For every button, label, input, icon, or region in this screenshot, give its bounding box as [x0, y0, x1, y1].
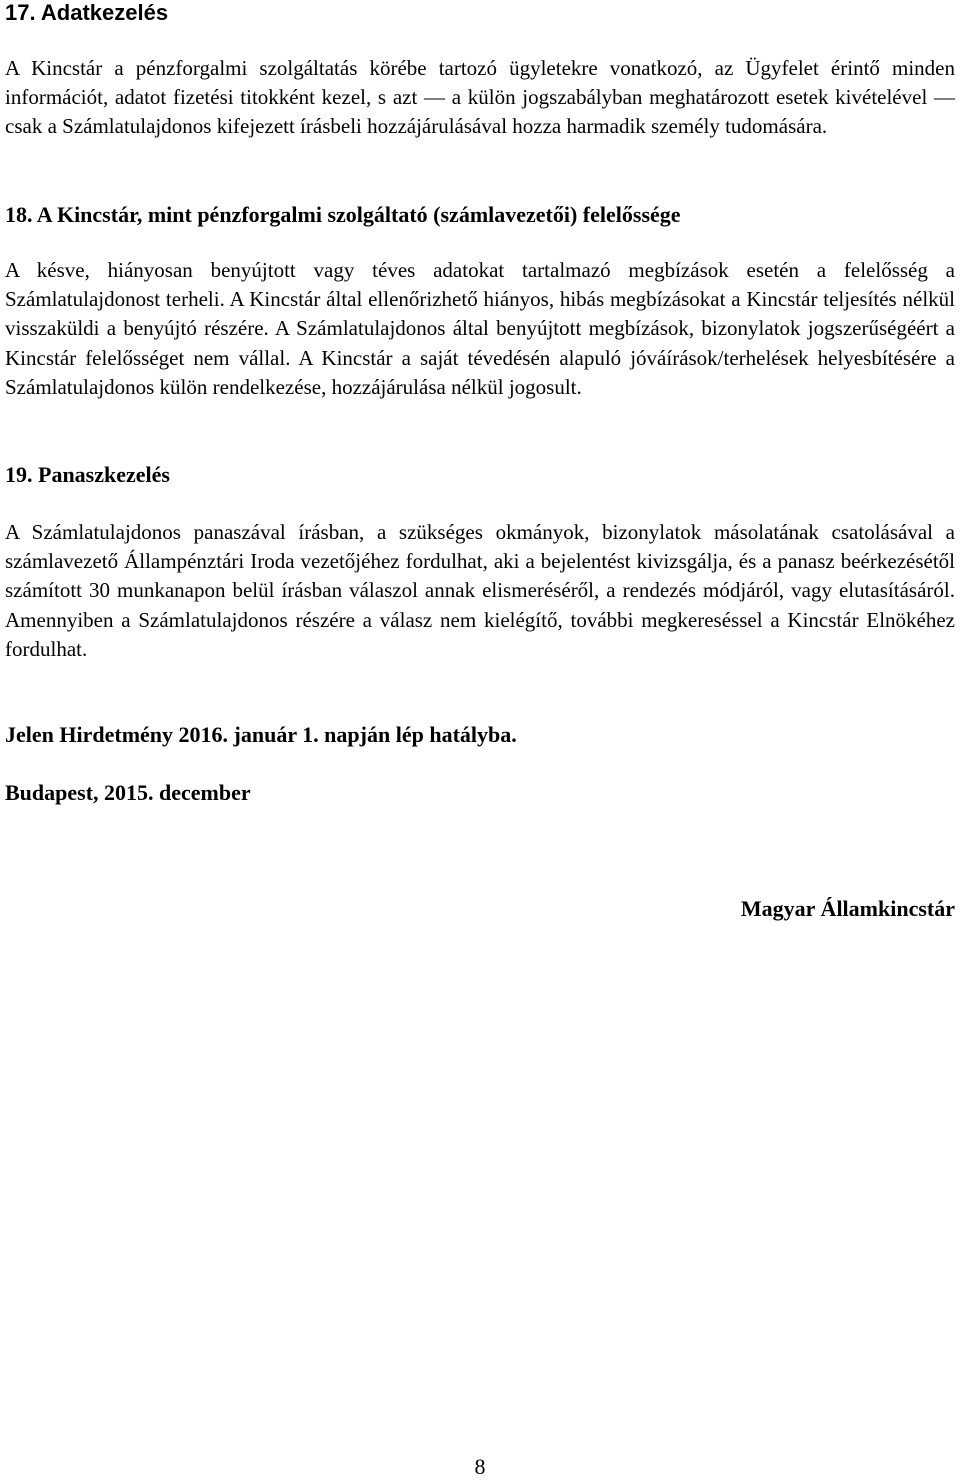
section-18-heading: 18. A Kincstár, mint pénzforgalmi szolgáltató (számlavezetői) felelőssége — [5, 202, 681, 227]
signatory-name: Magyar Államkincstár — [740, 896, 955, 921]
section-17-body: A Kincstár a pénzforgalmi szolgáltatás körébe tartozó ügyletekre vonatkozó, az Ügyfelet érintő minden információt, adatot fizetési titokként kezel, s azt — a külön jogszabályban meghatározott esetek kivételével — csak a Számlatulajdonos kifejezett írásbeli hozzájárulásával hozza harmadik személy tudomására. — [5, 56, 955, 139]
page-number: 8 — [474, 1454, 486, 1479]
effective-date-statement: Jelen Hirdetmény 2016. január 1. napján lép hatályba. — [5, 722, 517, 747]
section-17-heading: 17. Adatkezelés — [5, 0, 169, 25]
section-19-heading: 19. Panaszkezelés — [5, 462, 170, 487]
section-18-body: A késve, hiányosan benyújtott vagy téves adatokat tartalmazó megbízások esetén a felelősség a Számlatulajdonost terheli. A Kincstár által ellenőrizhető hiányos, hibás megbízásokat a Kincstár teljesítés nélkül visszaküldi a benyújtó részére. A Számlatulajdonos által benyújtott megbízások, bizonylatok jogszerűségéért a Kincstár felelősséget nem vállal. A Kincstár a saját tévedésén alapuló jóváírások/terhelések helyesbítésére a Számlatulajdonos külön rendelkezése, hozzájárulása nélkül jogosult. — [5, 258, 955, 399]
place-and-date: Budapest, 2015. december — [5, 780, 251, 805]
section-19-body: A Számlatulajdonos panaszával írásban, a szükséges okmányok, bizonylatok másolatának csatolásával a számlavezető Állampénztári Iroda vezetőjéhez fordulhat, aki a bejelentést kivizsgálja, és a panasz beérkezésétől számított 30 munkanapon belül írásban válaszol annak elismeréséről, a rendezés módjáról, vagy elutasításáról. Amennyiben a Számlatulajdonos részére a válasz nem kielégítő, további megkereséssel a Kincstár Elnökéhez fordulhat. — [5, 520, 955, 661]
